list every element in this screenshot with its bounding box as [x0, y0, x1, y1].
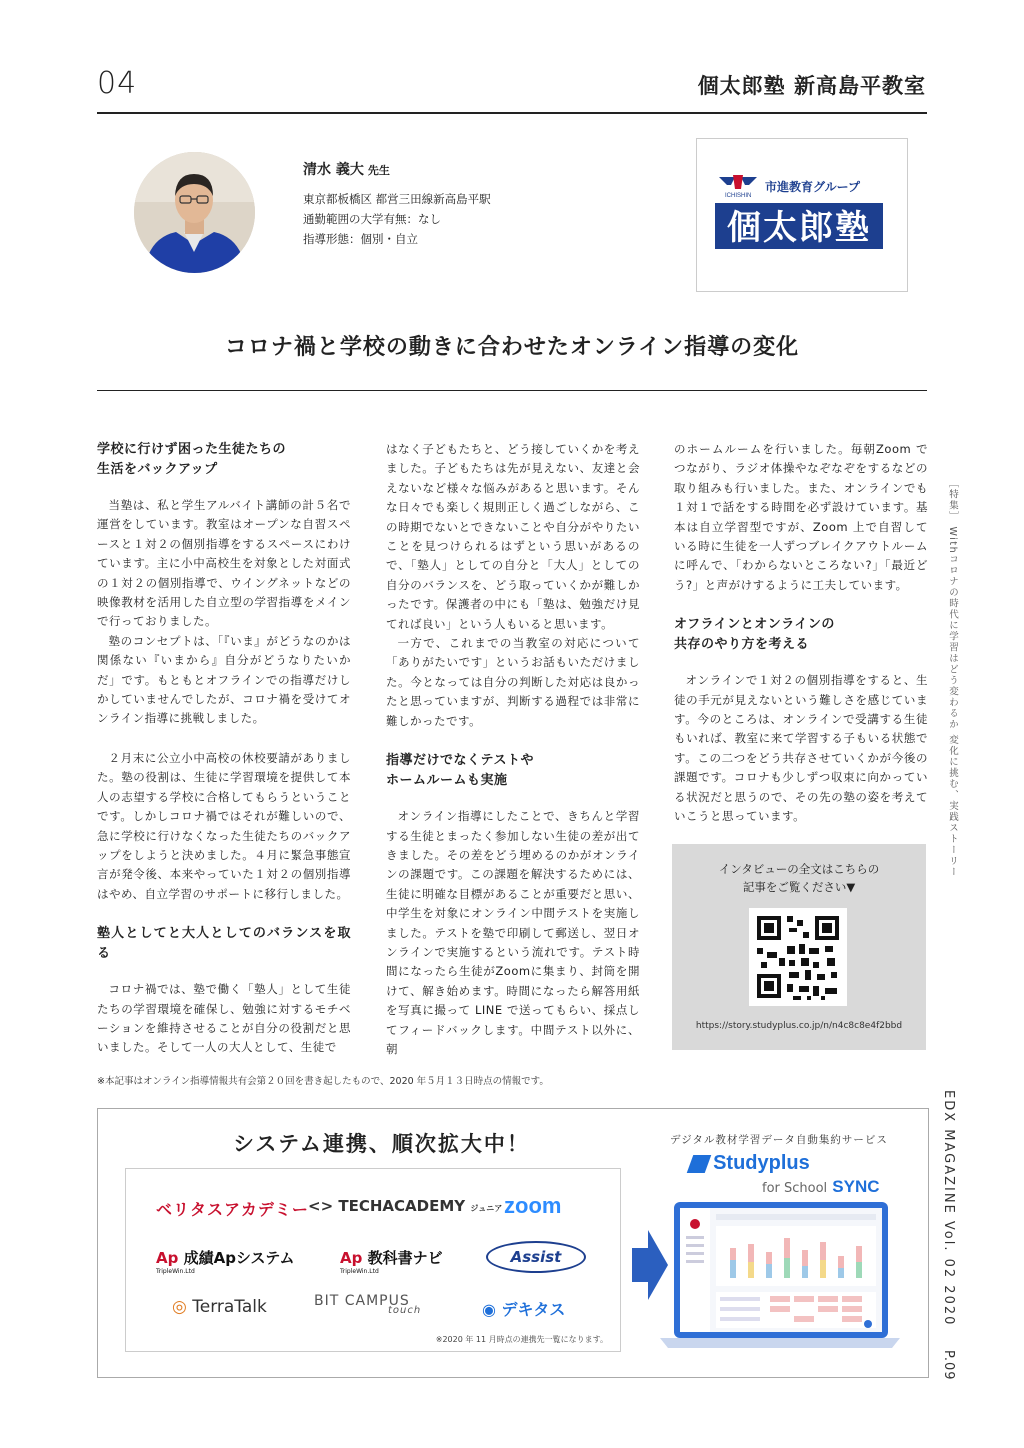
article-column-2	[386, 440, 640, 1059]
partner-terratalk: TerraTalk	[192, 1297, 267, 1317]
paragraph: ２月末に公立小中高校の休校要請がありました。塾の役割は、生徒に学習環境を提供して本人の志望する学校に合格してもらうということです。しかしコロナ禍ではそれが難しいので、急に学校に行けなくなった生徒たちのバックアップをしようと決めました。４月に緊急事態宣言が発令後、本来やっていた１対２の個別指導はやめ、自立学習のサポートに移行しました。	[97, 750, 351, 901]
partner-logo: Assist	[486, 1241, 586, 1273]
partner-seiseki: 成績Apシステム	[183, 1249, 295, 1267]
partners-note: ※2020 年 11 月時点の連携先一覧になります。	[435, 1335, 608, 1344]
partner-techacademy: TECHACADEMY	[338, 1197, 466, 1215]
bear-icon: ◉	[482, 1300, 496, 1319]
studyplus-logo	[690, 1152, 880, 1197]
page-label: P.09	[941, 1350, 956, 1381]
logo-mark-text: ICHISHIN	[725, 193, 752, 199]
studyplus-brand: Studyplus	[713, 1152, 810, 1174]
article-column-3	[674, 440, 928, 827]
code-brackets-icon: <>	[308, 1197, 339, 1215]
teacher-suffix: 先生	[367, 164, 390, 177]
teacher-profile	[303, 160, 491, 249]
partner-logo	[340, 1247, 443, 1275]
logo-brand: 個太郎塾	[727, 208, 871, 248]
magazine-title: EDX MAGAZINE Vol. 02 2020	[941, 1090, 956, 1327]
partner-sub: TripleWin.Ltd	[340, 1268, 379, 1275]
paragraph: のホームルームを行いました。毎朝Zoom でつながり、ラジオ体操やなぞなぞをするなどの取り組みも行いました。また、オンラインでも１対１で話をする時間を必ず設けています。基本は自立学習型ですが、Zoom 上で自習している時に生徒を一人ずつブレイクアウトルームに呼んで、「わからないところない?」「最近どう?」と声がけするように工夫しています。	[674, 442, 928, 592]
qr-code-icon[interactable]	[749, 908, 847, 1006]
partner-sub: TripleWin.Ltd	[156, 1268, 195, 1275]
partner-kyokasho: 教科書ナビ	[367, 1249, 443, 1267]
teacher-photo	[134, 152, 255, 273]
partner-logo	[314, 1293, 421, 1316]
ap-logo-icon: Ap	[156, 1249, 179, 1267]
studyplus-sync: SYNC	[832, 1177, 880, 1196]
promo-title: システム連携、順次拡大中！	[233, 1132, 530, 1156]
article-footnote: ※本記事はオンライン指導情報共有会第２０回を書き起したもので、2020 年５月１３日時点の情報です。	[97, 1076, 549, 1087]
teaching-style: 指導形態：個別・自立	[303, 232, 418, 246]
partner-techacademy-sub: ジュニア	[470, 1204, 503, 1213]
microphone-icon: ◎	[172, 1297, 187, 1317]
logo-group: 市進教育グループ	[765, 180, 861, 194]
paragraph: 一方で、これまでの当教室の対応について「ありがたいです」というお話もいただけました。今となっては自分の判断した対応は良かったと思っていますが、判断する過程では非常に難しかったです。	[386, 636, 640, 728]
article-column-1	[97, 440, 351, 1058]
qr-panel	[672, 844, 926, 1050]
partner-logo: ベリタスアカデミー	[156, 1200, 309, 1219]
partner-dekitasu: デキタス	[501, 1300, 566, 1319]
partner-logo	[172, 1297, 267, 1317]
laptop-dashboard-illustration	[660, 1198, 900, 1354]
university: 通勤範囲の大学有無：なし	[303, 212, 441, 226]
paragraph: オンライン指導にしたことで、きちんと学習する生徒とまったく参加しない生徒の差が出てきました。その差をどう埋めるのかがオンラインの課題です。この課題を解決するためには、生徒に明確な目標があることが重要だと思い、中学生を対象にオンライン中間テストを実施しました。テストを塾で印刷して郵送し、翌日オンラインで実施するという流れです。テスト時間になったら生徒がZoomに集まり、封筒を開けて、解き始めます。時間になったら解答用紙を写真に撮って LINE で送ってもらい、採点してフィードバックします。中間テスト以外に、朝	[386, 809, 640, 1056]
paragraph: コロナ禍では、塾で働く「塾人」として生徒たちの学習環境を確保し、勉強に対するモチベーションを維持させることが自分の役割だと思いました。そして一人の大人として、生徒で	[97, 982, 351, 1055]
headline-rule	[97, 390, 927, 391]
school-title: 個太郎塾 新高島平教室	[697, 74, 926, 98]
paragraph: 塾のコンセプトは、「『いま』がどうなのかは関係ない『いまから』自分がどうなりたいかだ」です。もともとオフラインでの指導だけしかしていませんでしたが、コロナ禍を受けてオンライン指導に挑戦しました。	[97, 633, 351, 726]
studyplus-sub: for School	[762, 1181, 828, 1196]
service-caption: デジタル教材学習データ自動集約サービス	[670, 1134, 888, 1146]
paragraph: はなく子どもたちと、どう接していくかを考えました。子どもたちは先が見えない、友達と会えないなど様々な悩みがあると思います。そんな日々でも楽しく規則正しく過ごしながら、この時期でないとできないことや自分がやりたいことを見つけられるはずという思いがあるので、「塾人」としての自分と「大人」としての自分のバランスを、どう取っていくかが難しかったです。保護者の中にも「塾は、勉強だけ見てれば良い」という人もいると思います。	[386, 442, 640, 631]
partner-bitcampus: BIT CAMPUS	[314, 1293, 410, 1309]
teacher-name: 清水 義大	[303, 162, 364, 178]
studyplus-icon	[687, 1155, 712, 1173]
article-headline: コロナ禍と学校の動きに合わせたオンライン指導の変化	[224, 335, 800, 360]
partner-logo	[156, 1247, 294, 1275]
partner-bitcampus-sub: touch	[388, 1305, 422, 1316]
section-heading: オフラインとオンラインの 共存のやり方を考える	[674, 617, 835, 653]
school-logo	[696, 138, 908, 292]
partner-logo	[308, 1197, 502, 1215]
qr-url[interactable]: https://story.studyplus.co.jp/n/n4c8c8e4f2bbd	[695, 1021, 903, 1031]
feature-sidebar-text: ［特集］ Withコロナの時代に学習はどう変わるか 変化に挑む、実践ストーリー	[947, 478, 958, 878]
page-number: 04	[97, 66, 138, 101]
header-rule	[97, 112, 927, 114]
section-heading: 塾人としてと大人としてのバランスを取る	[97, 926, 351, 962]
section-heading: 学校に行けず困った生徒たちの 生活をバックアップ	[97, 442, 287, 477]
partner-logos	[125, 1168, 621, 1352]
paragraph: 当塾は、私と学生アルバイト講師の計５名で運営をしています。教室はオープンな自習スペースと１対２の個別指導をするスペースにわけています。主に小中高校生を対象とした対面式の１対２の個別指導で、ウイングネットなどの映像教材を活用した自立型の学習指導をメインで行っておりました。	[97, 498, 351, 629]
ichishin-mark-icon	[719, 175, 757, 189]
ap-logo-icon: Ap	[340, 1249, 363, 1267]
partner-logo: zoom	[504, 1193, 562, 1218]
location: 東京都板橋区 都営三田線新高島平駅	[303, 192, 491, 206]
partner-logo	[482, 1297, 565, 1320]
section-heading: 指導だけでなくテストや ホームルームも実施	[386, 753, 534, 789]
paragraph: オンラインで１対２の個別指導をすると、生徒の手元が見えないという難しさを感じています。今のところは、オンラインで受講する生徒もいれば、教室に来て学習する子もいる状態です。この二つをどう共存させていくかが今後の課題です。コロナも少しずつ収束に向かっている状況だと思うので、その先の塾の姿を考えていこうと思っています。	[674, 673, 928, 824]
qr-caption: インタビューの全文はこちらの 記事をご覧ください▼	[718, 862, 880, 894]
teacher-name-row	[303, 160, 491, 181]
